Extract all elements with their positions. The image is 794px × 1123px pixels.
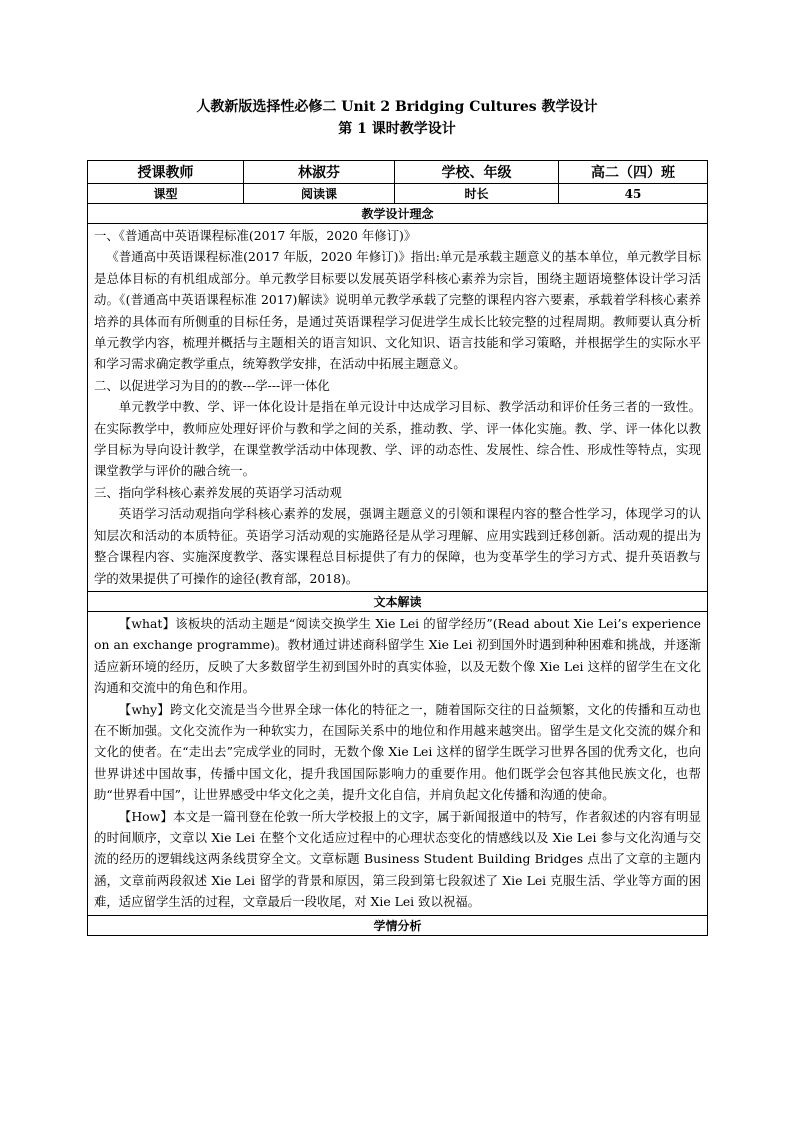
- document-title: 人教新版选择性必修二 Unit 2 Bridging Cultures 教学设计: [196, 99, 598, 115]
- what-paragraph: 【what】该板块的活动主题是“阅读交换学生 Xie Lei 的留学经历”(Read about Xie Lei’s experience on an exchange programme)。教材通过讲述商科留学生 Xie Lei 初到国外时遇到种种困难和挑战，并逐渐适应新环境的经历，反映了大多数留学生初到国外时的真实体验，以及无数个像 Xie Lei 这样的留学生在文化沟通和交流中的角色和作用。: [94, 615, 701, 696]
- concept-point-2-heading: 二、以促进学习为目的的教---学---评一体化: [94, 377, 330, 393]
- info-row-1: [88, 161, 708, 184]
- concept-point-2-text: 单元教学中教、学、评一体化设计是指在单元设计中达成学习目标、教学活动和评价任务三者的一致性。在实际教学中，教师应处理好评价与教和学之间的关系，推动教、学、评一体化实施。教、学、评一体化以教学目标为导向设计教学，在课堂教学活动中体现教、学、评的动态性、发展性、综合性、形成性等特点，实现课堂教学与评价的融合统一。: [94, 399, 701, 479]
- teacher-value: 林淑芬: [244, 161, 395, 184]
- concept-point-3-heading: 三、指向学科核心素养发展的英语学习活动观: [94, 484, 342, 500]
- lesson-plan-table: [87, 160, 708, 936]
- teacher-label: 授课教师: [88, 161, 244, 184]
- text-analysis-heading: 文本解读: [88, 591, 708, 611]
- info-row-2: [88, 184, 708, 204]
- text-analysis-body: [88, 611, 708, 915]
- why-paragraph: 【why】跨文化交流是当今世界全球一体化的特征之一，随着国际交往的日益频繁，文化的传播和互动也在不断加强。文化交流作为一种软实力，在国际关系中的地位和作用越来越突出。留学生是文化交流的媒介和文化的使者。在“走出去”完成学业的同时，无数个像 Xie Lei 这样的留学生既学习世界各国的优秀文化，也向世界讲述中国故事，传播中国文化，提升我国国际影响力的重要作用。他们既学会包容其他民族文化，也帮助“世界看中国”，让世界感受中华文化之美，提升文化自信，并肩负起文化传播和沟通的使命。: [94, 701, 701, 803]
- concept-point-3-text: 英语学习活动观指向学科核心素养的发展，强调主题意义的引领和课程内容的整合性学习，体现学习的认知层次和活动的本质特征。英语学习活动观的实施路径是从学习理解、应用实践到迁移创新。活动观的提出为整合课程内容、实施深度教学、落实课程总目标提供了有力的保障，也为变革学生的学习方式、提升英语教与学的效果提供了可操作的途径(教育部，2018)。: [94, 506, 701, 586]
- concept-body: [88, 224, 708, 592]
- student-analysis-heading: 学情分析: [88, 915, 708, 935]
- concept-point-1-heading: 一、《普通高中英语课程标准(2017 年版，2020 年修订)》: [94, 228, 417, 243]
- duration-value: 45: [559, 184, 708, 204]
- lesson-type-value: 阅读课: [244, 184, 395, 204]
- class-value: 高二（四）班: [559, 161, 708, 184]
- school-grade-label: 学校、年级: [395, 161, 559, 184]
- concept-point-1-text: 《普通高中英语课程标准(2017 年版，2020 年修订)》指出:单元是承载主题意义的基本单位，单元教学目标是总体目标的有机组成部分。单元教学目标要以发展英语学科核心素养为宗旨，围绕主题语境整体设计学习活动。《(普通高中英语课程标准 2017)解读》说明单元教学承载了完整的课程内容六要素，承载着学科核心素养培养的具体而有所侧重的目标任务，是通过英语课程学习促进学生成长比较完整的过程周期。教师要认真分析单元教学内容，梳理并概括与主题相关的语言知识、文化知识、语言技能和学习策略，并根据学生的实际水平和学习需求确定教学重点，统筹教学安排，在活动中拓展主题意义。: [94, 249, 701, 372]
- concept-heading: 教学设计理念: [88, 204, 708, 224]
- lesson-type-label: 课型: [88, 184, 244, 204]
- document-subtitle: 第 1 课时教学设计: [338, 121, 456, 137]
- duration-label: 时长: [395, 184, 559, 204]
- how-paragraph: 【How】本文是一篇刊登在伦敦一所大学校报上的文字，属于新闻报道中的特写，作者叙述的内容有明显的时间顺序，文章以 Xie Lei 在整个文化适应过程中的心理状态变化的情感线以及 Xie Lei 参与文化沟通与交流的经历的逻辑线这两条线贯穿全文。文章标题 Business Student Building Bridges 点出了文章的主题内涵，文章前两段叙述 Xie Lei 留学的背景和原因，第三段到第七段叙述了 Xie Lei 克服生活、学业等方面的困难，适应留学生活的过程，文章最后一段收尾，对 Xie Lei 致以祝福。: [94, 808, 701, 910]
